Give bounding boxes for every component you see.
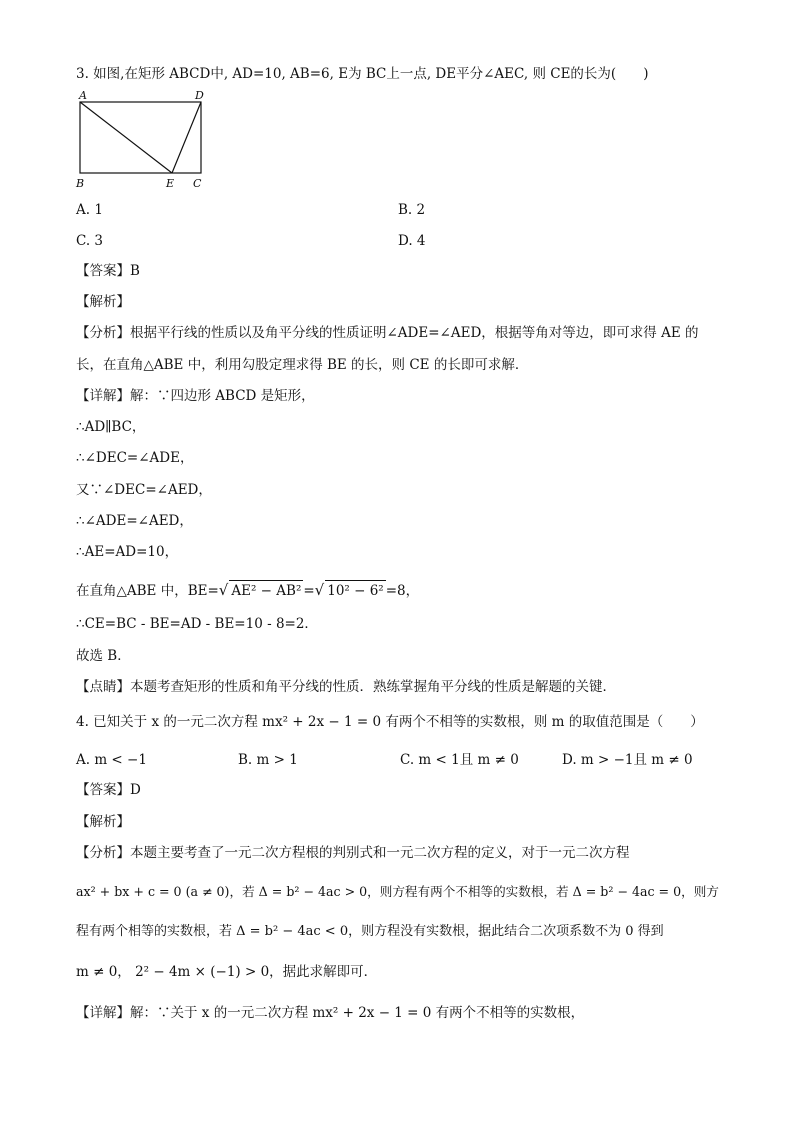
label-e: E	[166, 177, 175, 190]
q3-option-b[interactable]: B. 2	[398, 202, 426, 218]
q3-detail-5: ∴∠ADE=∠AED，	[76, 513, 193, 529]
rectangle-figure	[70, 88, 220, 192]
q4-analysis-1: 【分析】本题主要考查了一元二次方程根的判别式和一元二次方程的定义，对于一元二次方程	[76, 845, 630, 861]
q3-option-a[interactable]: A. 1	[76, 202, 103, 218]
q4-stem: 4. 已知关于 x 的一元二次方程 mx² + 2x − 1 = 0 有两个不相等的实数根，则 m 的取值范围是（ ）	[76, 714, 704, 730]
label-b: B	[76, 177, 85, 190]
be-sqrt-1: AE² − AB²	[229, 580, 303, 601]
be-eq: =	[303, 583, 315, 599]
q3-stem: 3. 如图,在矩形 ABCD中, AD=10, AB=6, E为 BC上一点, DE平分∠AEC, 则 CE的长为( )	[76, 66, 649, 82]
q4-analysis-2: ax² + bx + c = 0 (a ≠ 0)，若 Δ = b² − 4ac > 0，则方程有两个不相等的实数根，若 Δ = b² − 4ac = 0，则方	[76, 884, 719, 899]
q3-be-line: 在直角△ABE 中，BE=√ AE² − AB² =√ 10² − 6² =8，	[76, 581, 420, 599]
q3-detail-3: ∴∠DEC=∠ADE，	[76, 450, 194, 466]
label-c: C	[193, 177, 202, 190]
q3-option-d[interactable]: D. 4	[398, 233, 426, 249]
be-prefix: 在直角△ABE 中，BE=	[76, 583, 219, 599]
q4-option-d[interactable]: D. m > −1且 m ≠ 0	[562, 752, 693, 768]
q4-option-a[interactable]: A. m < −1	[76, 752, 147, 768]
q3-analysis-2: 长，在直角△ABE 中，利用勾股定理求得 BE 的长，则 CE 的长即可求解．	[76, 357, 529, 373]
q3-choose: 故选 B．	[76, 648, 131, 664]
q4-analysis-4: m ≠ 0， 2² − 4m × (−1) > 0，据此求解即可．	[76, 964, 378, 980]
q4-detail-start: 【详解】解：∵关于 x 的一元二次方程 mx² + 2x − 1 = 0 有两个不相等的实数根，	[76, 1005, 585, 1021]
q4-analysis-3: 程有两个相等的实数根，若 Δ = b² − 4ac < 0，则方程没有实数根，据此结合二次项系数不为 0 得到	[76, 924, 664, 939]
q3-analysis-1: 【分析】根据平行线的性质以及角平分线的性质证明∠ADE=∠AED，根据等角对等边，即可求得 AE 的	[76, 325, 699, 341]
q3-answer: 【答案】B	[76, 263, 140, 279]
q3-detail-4: 又∵∠DEC=∠AED，	[76, 482, 212, 498]
be-suffix: =8，	[385, 583, 420, 599]
q4-option-b[interactable]: B. m > 1	[238, 752, 298, 768]
q4-jiexi: 【解析】	[76, 814, 130, 830]
q3-jiexi: 【解析】	[76, 294, 130, 310]
label-a: A	[79, 89, 87, 102]
q4-option-c[interactable]: C. m < 1且 m ≠ 0	[400, 752, 519, 768]
q3-option-c[interactable]: C. 3	[76, 233, 104, 249]
q3-comment: 【点睛】本题考查矩形的性质和角平分线的性质．熟练掌握角平分线的性质是解题的关键．	[76, 679, 616, 695]
be-sqrt-2: 10² − 6²	[325, 580, 386, 601]
q3-ce-line: ∴CE=BC - BE=AD - BE=10 - 8=2．	[76, 616, 318, 632]
q3-detail-1: 【详解】解：∵四边形 ABCD 是矩形，	[76, 388, 315, 404]
q4-answer: 【答案】D	[76, 782, 141, 798]
q3-detail-6: ∴AE=AD=10，	[76, 544, 179, 560]
q3-detail-2: ∴AD∥BC，	[76, 419, 146, 435]
label-d: D	[195, 89, 204, 102]
